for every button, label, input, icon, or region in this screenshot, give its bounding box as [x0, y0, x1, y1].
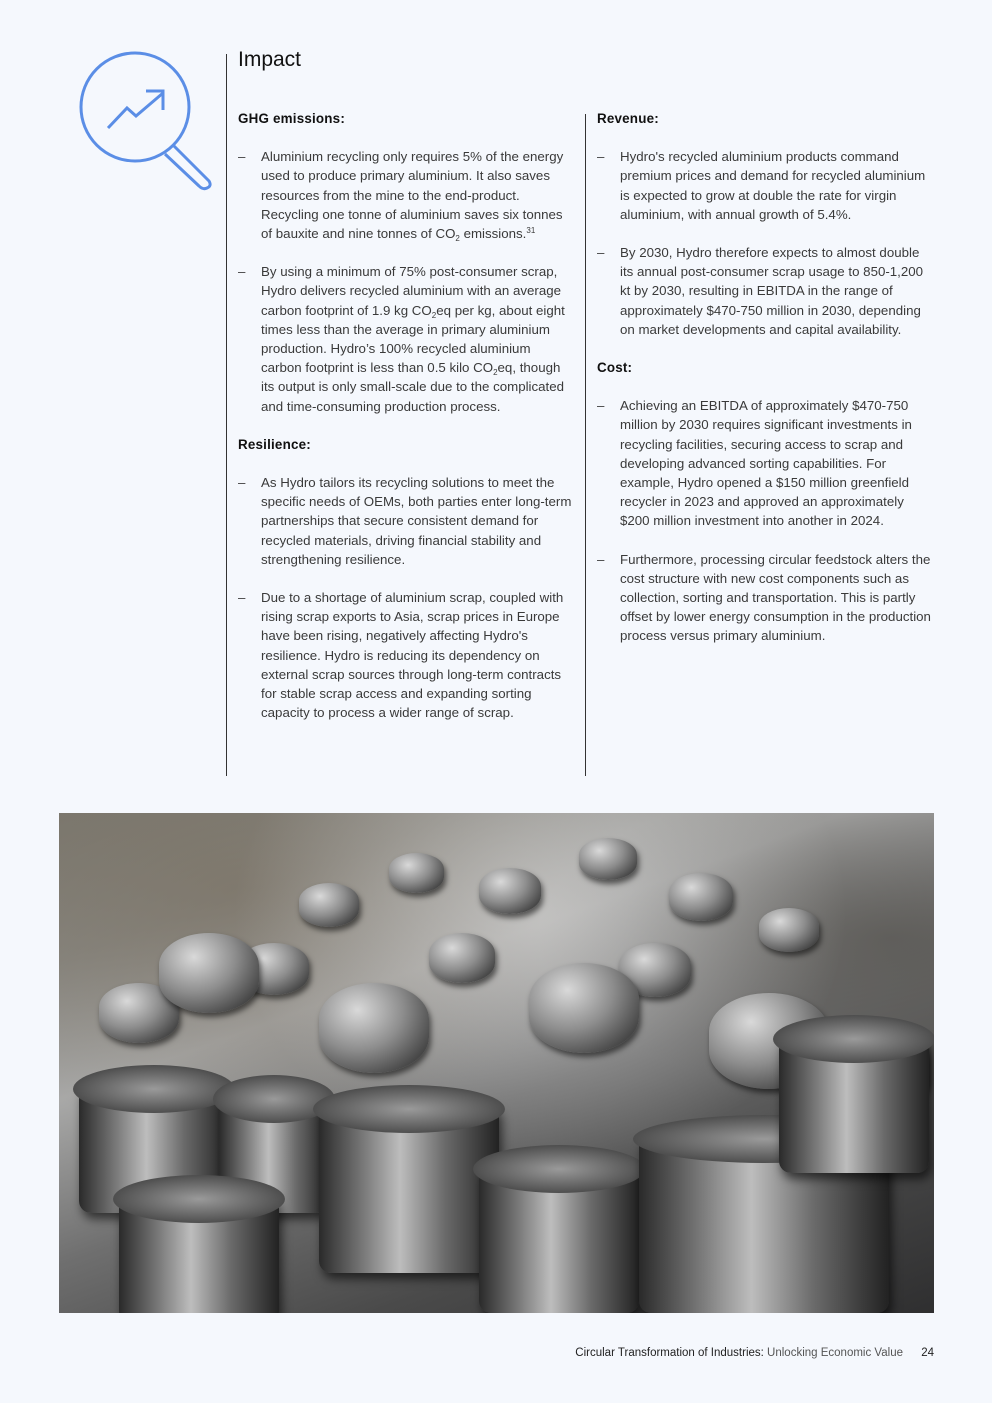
footnote-ref: 31 — [526, 226, 536, 236]
item-text: Aluminium recycling only requires 5% of the energy used to produce primary aluminium. It also saves resources from the mine to the end-product. Recycling one tonne of aluminium saves six tonnes of bauxite and nine tonnes of CO — [261, 149, 564, 242]
bullet-dash: – — [238, 149, 246, 165]
section-heading-cost: Cost: — [597, 360, 633, 376]
item-text: By 2030, Hydro therefore expects to almost double its annual post-consumer scrap usage to 850-1,200 kt by 2030, resulting in EBITDA in the range of approximately $470-750 million in 2030, depending on market developments and capital availability. — [620, 245, 924, 337]
list-item — [597, 550, 933, 646]
item-text: eq, though its output is only small-scale due to the complicated and time-consuming production process. — [261, 360, 565, 414]
list-item — [238, 147, 574, 243]
scrap-puck — [669, 873, 733, 921]
list-item — [238, 473, 574, 569]
scrap-puck — [529, 963, 639, 1053]
list-item — [597, 396, 933, 530]
item-text: As Hydro tailors its recycling solutions to meet the specific needs of OEMs, both parties enter long-term partnerships that secure consistent demand for recycled materials, driving financial stability and strengthening resilience. — [261, 475, 572, 567]
footer-title: Circular Transformation of Industries: — [575, 1347, 764, 1359]
bullet-dash: – — [238, 590, 246, 606]
item-text: Hydro's recycled aluminium products command premium prices and demand for recycled aluminium is expected to grow at double the rate for virgin aluminium, with annual growth of 5.4%. — [620, 149, 926, 222]
page-title: Impact — [238, 48, 302, 71]
footer-subtitle: Unlocking Economic Value — [767, 1347, 903, 1359]
subscript: 2 — [455, 234, 460, 244]
scrap-briquette — [779, 1033, 929, 1173]
scrap-puck — [579, 838, 637, 880]
section-heading-revenue: Revenue: — [597, 111, 659, 126]
scrap-briquette — [319, 1103, 499, 1273]
column-divider-middle — [585, 114, 586, 776]
scrap-puck — [159, 933, 259, 1013]
scrap-briquette — [119, 1193, 279, 1313]
subscript: 2 — [431, 310, 437, 320]
subscript: 2 — [493, 368, 498, 378]
section-heading-resilience: Resilience: — [238, 436, 311, 452]
list-item — [597, 147, 933, 224]
list-item — [597, 243, 933, 339]
scrap-puck — [299, 883, 359, 927]
right-column — [597, 109, 933, 665]
item-text: eq per kg, about eight times less than the average in primary aluminium production. Hydro’s 100% recycled aluminium carbon footprint is less than 0.5 kilo CO — [261, 302, 565, 376]
page-footer — [575, 1347, 934, 1359]
list-item — [238, 262, 574, 416]
item-text: Furthermore, processing circular feedstock alters the cost structure with new cost components such as collection, sorting and transportation. This is partly offset by lower energy consumption in the production process versus primary aluminium. — [620, 551, 931, 644]
scrap-briquette — [479, 1163, 639, 1313]
item-text: By using a minimum of 75% post-consumer scrap, Hydro delivers recycled aluminium with an average carbon footprint of 1.9 kg CO — [261, 264, 562, 318]
scrap-puck — [389, 853, 444, 893]
bullet-dash: – — [238, 475, 246, 491]
left-column — [238, 109, 574, 741]
page-number: 24 — [921, 1347, 934, 1359]
list-item — [238, 588, 574, 722]
bullet-dash: – — [597, 551, 605, 567]
scrap-puck — [479, 868, 541, 914]
item-text: emissions. — [459, 226, 527, 242]
scrap-puck — [759, 908, 819, 952]
bullet-dash: – — [597, 245, 605, 261]
bullet-dash: – — [238, 264, 246, 280]
bullet-dash: – — [597, 398, 605, 414]
column-divider-left — [226, 54, 227, 776]
section-heading-ghg: GHG emissions: — [238, 111, 345, 126]
scrap-aluminium-photo — [59, 813, 934, 1313]
bullet-dash: – — [597, 149, 605, 165]
item-text: Due to a shortage of aluminium scrap, coupled with rising scrap exports to Asia, scrap prices in Europe have been rising, negatively affecting Hydro's resilience. Hydro is reducing its dependency on external scrap sources through long-term contracts for stable scrap access and expanding sorting capacity to process a wider range of scrap. — [261, 590, 564, 721]
item-text: Achieving an EBITDA of approximately $470-750 million by 2030 requires significant investments in recycling facilities, securing access to scrap and developing advanced sorting capabilities. For example, Hydro opened a $150 million greenfield recycler in 2023 and approved an approximately $200 million investment into another in 2024. — [620, 398, 912, 529]
magnifier-trend-up-icon — [78, 50, 218, 192]
scrap-puck — [429, 933, 495, 983]
scrap-puck — [319, 983, 429, 1073]
